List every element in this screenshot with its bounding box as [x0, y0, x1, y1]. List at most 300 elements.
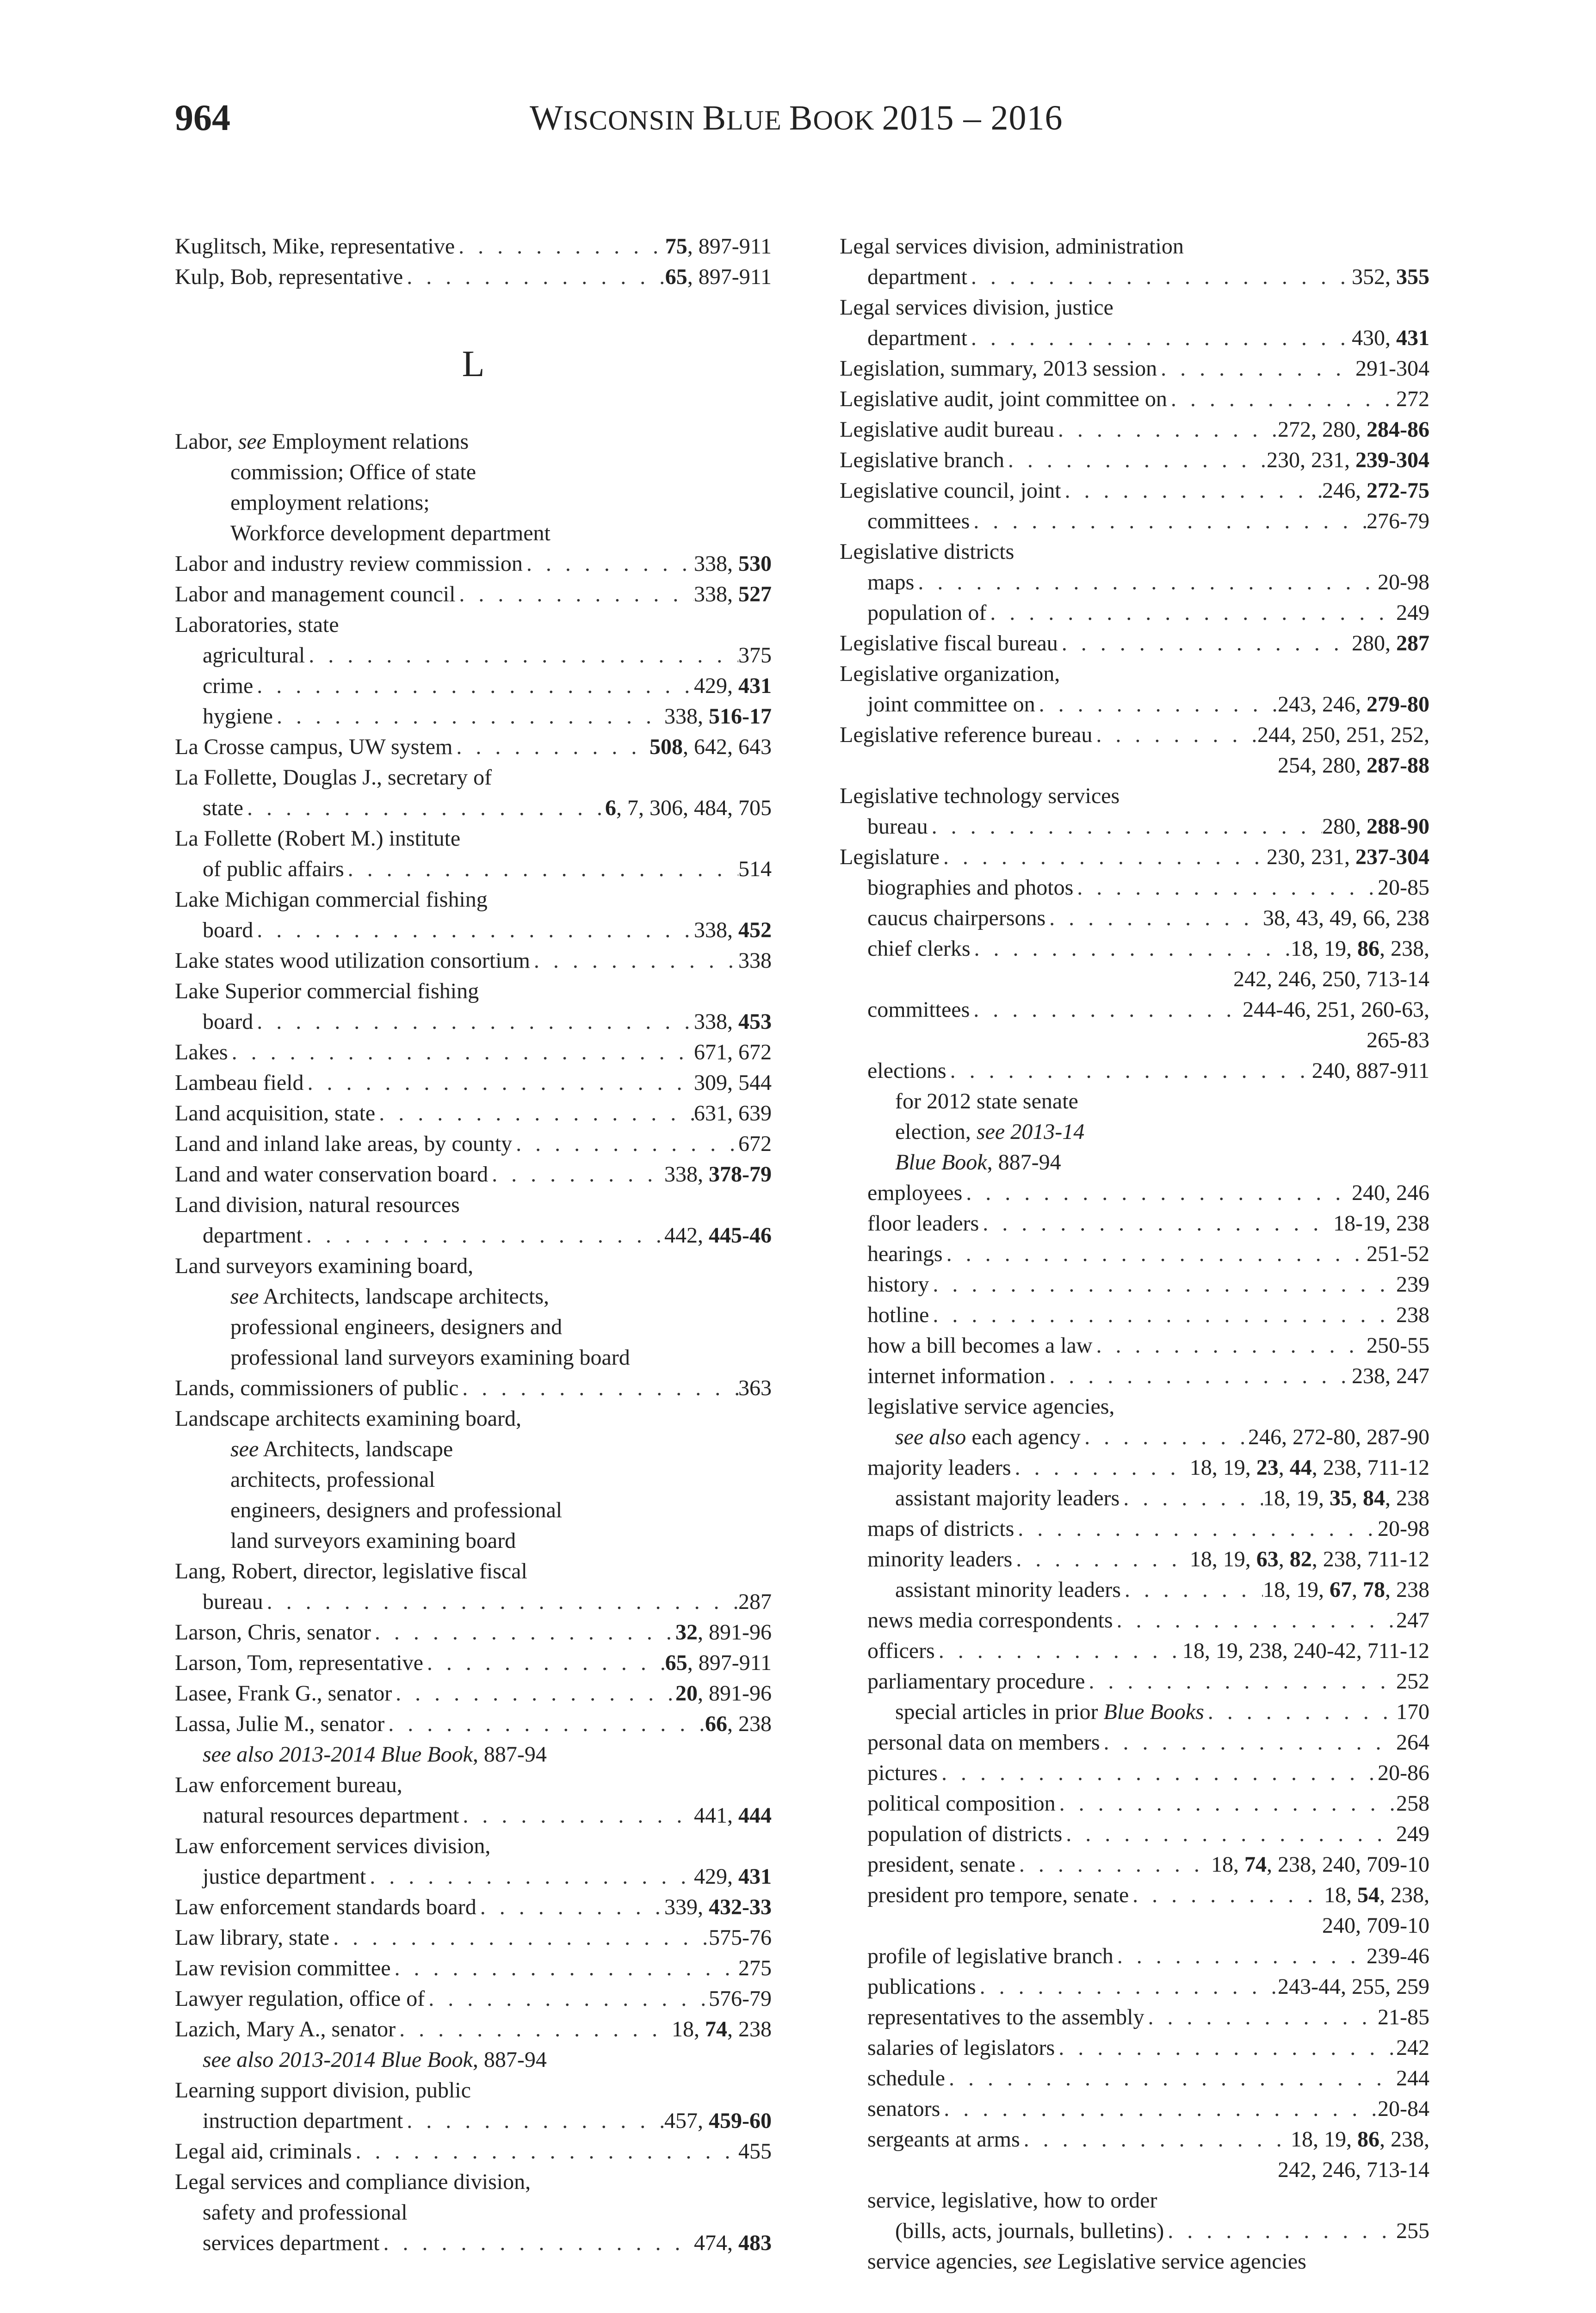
entry-term: [867, 1788, 1056, 1819]
page-ref: 338,: [664, 1162, 709, 1187]
page-ref: 338,: [694, 582, 738, 606]
page-ref: 18, 19,: [1189, 1547, 1256, 1571]
page-ref: 254, 280,: [1278, 753, 1367, 778]
page-refs: [738, 854, 772, 884]
entry-term-text: department: [203, 1223, 303, 1248]
page-ref: 240, 246: [1352, 1181, 1429, 1205]
index-entry: [840, 1941, 1429, 1972]
dot-leader: [352, 2136, 738, 2167]
index-entry: [840, 720, 1429, 750]
page-ref: 514: [738, 857, 772, 881]
entry-term: [175, 2014, 396, 2045]
page-ref: 170: [1396, 1700, 1429, 1724]
entry-term-text: political composition: [867, 1791, 1056, 1816]
dot-leader: [1058, 628, 1352, 659]
index-entry: [175, 1251, 772, 1281]
index-entry: [840, 1208, 1429, 1239]
entry-term-text: elections: [867, 1058, 946, 1083]
entry-term: [867, 1636, 935, 1666]
page-ref: 576-79: [709, 1986, 772, 2011]
index-entry: [175, 2167, 772, 2197]
entry-term-text: committees: [867, 509, 970, 533]
page-refs: [664, 2106, 772, 2136]
entry-term-text: maps: [867, 570, 915, 594]
index-entry: [175, 1984, 772, 2014]
entry-term-text: (bills, acts, journals, bulletins): [895, 2219, 1164, 2243]
entry-term: [867, 567, 914, 598]
page-refs: [738, 1587, 772, 1617]
dot-leader: [1020, 2124, 1291, 2155]
entry-text: Law enforcement bureau,: [175, 1773, 402, 1797]
dot-leader: [967, 262, 1352, 292]
page-refs: [1378, 2094, 1429, 2124]
page-ref: 242, 246, 713-14: [1278, 2158, 1429, 2182]
dot-leader: [1015, 1849, 1211, 1880]
dot-leader: [305, 640, 738, 671]
index-entry: [840, 292, 1429, 323]
dot-leader: [1167, 384, 1396, 414]
entry-text: see also 2013-2014 Blue Book: [203, 2047, 473, 2072]
index-entry: [840, 323, 1429, 353]
entry-term-text: officers: [867, 1639, 935, 1663]
page-ref: 252: [1396, 1669, 1429, 1694]
dot-leader: [329, 1923, 709, 1953]
dot-leader: [1045, 1361, 1352, 1392]
dot-leader: [344, 854, 738, 884]
index-entry: [840, 811, 1429, 842]
entry-text: Landscape architects examining board,: [175, 1406, 522, 1431]
page-refs: [1352, 628, 1429, 659]
index-column-left: [175, 231, 772, 2258]
entry-term-text: crime: [203, 674, 254, 698]
page-ref: 527: [738, 582, 772, 606]
page-ref: 18, 19,: [1189, 1455, 1256, 1480]
page-refs: [694, 579, 772, 610]
page-refs: [1396, 1819, 1429, 1849]
dot-leader: [423, 1648, 665, 1678]
page-refs: [694, 1098, 772, 1129]
index-entry: [840, 506, 1429, 537]
entry-term: [175, 1098, 375, 1129]
page-ref: 272, 280,: [1278, 417, 1367, 442]
page-refs: [1243, 995, 1429, 1025]
page-ref: 287: [738, 1589, 772, 1614]
entry-term: [867, 1849, 1015, 1880]
entry-term: [203, 1800, 459, 1831]
entry-term-text: Lazich, Mary A., senator: [175, 2017, 396, 2041]
index-entry: [175, 2014, 772, 2045]
index-entry: [175, 701, 772, 732]
entry-text: professional land surveyors examining board: [230, 1345, 630, 1370]
dot-leader: [375, 1098, 694, 1129]
entry-term-text: state: [203, 796, 243, 820]
index-entry: [840, 2124, 1429, 2155]
section-letter: L: [462, 344, 485, 384]
entry-term-text: Legislative audit, joint committee on: [840, 387, 1167, 411]
dot-leader: [1113, 1605, 1396, 1636]
dot-leader: [459, 1800, 694, 1831]
index-entry: [175, 2136, 772, 2167]
page-refs: [1190, 1544, 1429, 1575]
dot-leader: [946, 1056, 1312, 1086]
page-refs: [738, 1373, 772, 1404]
page-refs: [1278, 1972, 1429, 2002]
entry-term: [867, 872, 1073, 903]
entry-term-text: Kuglitsch, Mike, representative: [175, 234, 455, 259]
entry-term-text: Law revision committee: [175, 1956, 391, 1980]
entry-term: [867, 1269, 929, 1300]
page-refs: [1367, 1330, 1429, 1361]
page-ref: 280,: [1352, 631, 1396, 656]
page-refs: [694, 671, 772, 701]
index-entry: [175, 1831, 772, 1862]
entry-term-text: Land acquisition, state: [175, 1101, 376, 1126]
index-entry: [840, 1361, 1429, 1392]
index-entry: [175, 884, 772, 915]
entry-term: [867, 2002, 1144, 2033]
page-ref: 246, 272-80, 287-90: [1248, 1425, 1429, 1449]
index-entry: [175, 2045, 772, 2075]
page-refs: [694, 915, 772, 946]
page-ref: 82: [1289, 1547, 1312, 1571]
index-entry: [175, 1617, 772, 1648]
index-entry: [175, 231, 772, 262]
dot-leader: [928, 811, 1322, 842]
entry-term-text: biographies and photos: [867, 875, 1074, 900]
index-entry: [175, 1312, 772, 1342]
page-ref: , 642, 643: [683, 735, 772, 759]
entry-term-text: Lakes: [175, 1040, 228, 1064]
page-ref: 66: [705, 1712, 727, 1736]
entry-term: [840, 384, 1167, 414]
page-refs: [1267, 842, 1429, 872]
entry-term: [867, 689, 1035, 720]
entry-term: [867, 934, 971, 964]
index-entry: [840, 353, 1429, 384]
page-ref: 75: [665, 234, 687, 259]
title-letter: B: [702, 99, 727, 137]
index-entry: [175, 1556, 772, 1587]
index-continuation: [840, 1025, 1429, 1056]
entry-term-text: maps of districts: [867, 1516, 1015, 1541]
page-ref: 483: [738, 2231, 772, 2255]
page-ref: 243, 246,: [1278, 692, 1367, 717]
page-ref: 240, 887-911: [1311, 1058, 1429, 1083]
dot-leader: [512, 1129, 738, 1159]
index-entry: [175, 1739, 772, 1770]
entry-term: [840, 353, 1157, 384]
page-ref: 243-44, 255, 259: [1278, 1974, 1429, 1999]
page-ref: 6: [605, 796, 616, 820]
page-ref: 20-86: [1378, 1761, 1429, 1785]
entry-term-text: joint committee on: [867, 692, 1035, 717]
page-refs: [1352, 262, 1429, 292]
entry-term: [895, 2216, 1164, 2246]
index-entry: [840, 1544, 1429, 1575]
entry-term: [867, 1727, 1100, 1758]
index-entry: [175, 1007, 772, 1037]
page-ref: , 238: [1385, 1577, 1429, 1602]
dot-leader: [1054, 414, 1278, 445]
entry-term-text: Legislative branch: [840, 448, 1004, 472]
index-entry: [840, 476, 1429, 506]
page-refs: [1352, 1178, 1429, 1208]
page-ref: 35: [1330, 1486, 1352, 1510]
page-ref: 250-55: [1367, 1333, 1429, 1358]
entry-term: [867, 1514, 1014, 1544]
entry-term-italic: Blue Books: [1103, 1700, 1204, 1724]
entry-term-text: Legal aid, criminals: [175, 2139, 352, 2164]
dot-leader: [425, 1984, 709, 2014]
entry-term: [867, 903, 1045, 934]
index-entry: [175, 2228, 772, 2258]
index-entry: [175, 1281, 772, 1312]
page-refs: [605, 793, 772, 823]
page-refs: [1322, 476, 1429, 506]
page-ref: 530: [738, 551, 772, 576]
entry-text: Lake Superior commercial fishing: [175, 979, 479, 1003]
entry-term: [175, 1678, 392, 1709]
page-ref: 74: [1244, 1852, 1267, 1877]
page-ref: 508: [650, 735, 683, 759]
page-ref: 20-98: [1378, 570, 1429, 594]
page-ref: 20-84: [1378, 2097, 1429, 2121]
entry-term-text: pictures: [867, 1761, 938, 1785]
page-ref: 18, 19,: [1291, 936, 1357, 961]
index-entry: [840, 1269, 1429, 1300]
page-refs: [1396, 1788, 1429, 1819]
index-entry: [840, 2216, 1429, 2246]
page-refs: [738, 2136, 772, 2167]
page-ref: 279-80: [1367, 692, 1429, 717]
page-ref: 239-46: [1367, 1944, 1429, 1968]
entry-text: Learning support division, public: [175, 2078, 471, 2103]
page-refs: [1190, 1453, 1429, 1483]
page-ref: , 897-911: [687, 1651, 772, 1675]
entry-term: [175, 1373, 458, 1404]
entry-term: [867, 506, 970, 537]
page-refs: [1378, 1758, 1429, 1788]
index-entry: [840, 567, 1429, 598]
entry-term: [895, 1575, 1121, 1605]
page-refs: [1378, 567, 1429, 598]
page-ref: 352,: [1352, 265, 1396, 289]
entry-text: commission; Office of state: [230, 460, 476, 484]
dot-leader: [523, 549, 694, 579]
entry-term-text: Legislation, summary, 2013 session: [840, 356, 1157, 381]
page-refs: [1322, 811, 1429, 842]
dot-leader: [1144, 2002, 1378, 2033]
page-ref: 246,: [1322, 478, 1367, 503]
entry-term: [867, 262, 967, 292]
page-ref: 287: [1396, 631, 1429, 656]
dot-leader: [940, 2094, 1378, 2124]
index-entry: [175, 640, 772, 671]
page-refs: [709, 1923, 772, 1953]
running-title: [530, 95, 1063, 143]
page-ref: ,: [1278, 1455, 1290, 1480]
dot-leader: [1092, 720, 1257, 750]
page-refs: [1396, 384, 1429, 414]
index-entry: [840, 1330, 1429, 1361]
page-ref: 516-17: [709, 704, 772, 729]
entry-term: [175, 1892, 476, 1923]
page-refs: [1278, 689, 1429, 720]
entry-term: [175, 1709, 384, 1739]
page-refs: [705, 1709, 772, 1739]
entry-term-text: president pro tempore, senate: [867, 1883, 1129, 1907]
page-ref: 23: [1256, 1455, 1279, 1480]
dot-leader: [366, 1862, 694, 1892]
dot-leader: [391, 1953, 738, 1984]
page-ref: 265-83: [1367, 1028, 1429, 1052]
entry-term-text: bureau: [203, 1589, 263, 1614]
page-refs: [1396, 1666, 1429, 1697]
page-ref: 288-90: [1367, 814, 1429, 839]
dot-leader: [1121, 1575, 1263, 1605]
entry-term: [867, 2063, 945, 2094]
entry-term-text: of public affairs: [203, 857, 344, 881]
page-ref: 242: [1396, 2035, 1429, 2060]
index-entry: [840, 1880, 1429, 1911]
dot-leader: [243, 793, 605, 823]
page-ref: , 238,: [1379, 2127, 1429, 2152]
index-entry: [175, 610, 772, 640]
page-ref: 284-86: [1367, 417, 1429, 442]
page-ref: 445-46: [709, 1223, 772, 1248]
dot-leader: [940, 842, 1267, 872]
entry-term: [175, 549, 523, 579]
entry-text: Blue Book: [895, 1150, 987, 1175]
page-ref: 264: [1396, 1730, 1429, 1755]
page-refs: [1378, 872, 1429, 903]
entry-term: [203, 1862, 366, 1892]
entry-text: Lake Michigan commercial fishing: [175, 887, 488, 912]
page-ref: 272-75: [1367, 478, 1429, 503]
page-refs: [694, 1007, 772, 1037]
dot-leader: [1011, 1453, 1190, 1483]
page-ref: 309, 544: [694, 1070, 772, 1095]
index-continuation: [840, 1911, 1429, 1941]
entry-text: service agencies,: [867, 2249, 1024, 2274]
entry-term-text: minority leaders: [867, 1547, 1013, 1571]
page-ref: 244-46, 251, 260-63,: [1243, 997, 1429, 1022]
entry-term-text: committees: [867, 997, 970, 1022]
entry-text: Legal services division, administration: [840, 234, 1184, 259]
dot-leader: [986, 598, 1396, 628]
index-entry: [840, 1727, 1429, 1758]
page-refs: [694, 1862, 772, 1892]
entry-term-italic: see also: [895, 1425, 966, 1449]
page-ref: 444: [738, 1803, 772, 1828]
entry-term: [175, 1037, 228, 1068]
page-refs: [1333, 1208, 1429, 1239]
page-ref: 38, 43, 49, 66, 238: [1263, 906, 1429, 930]
page-ref: , 238, 711-12: [1311, 1455, 1429, 1480]
index-entry: [840, 1117, 1429, 1147]
page-ref: 429,: [694, 1864, 738, 1889]
page-ref: 247: [1396, 1608, 1429, 1633]
index-continuation: [840, 964, 1429, 995]
page-ref: 237-304: [1355, 845, 1429, 869]
entry-term-text: Legislative reference bureau: [840, 723, 1093, 747]
page-ref: 455: [738, 2139, 772, 2164]
entry-term: [203, 793, 243, 823]
index-entry: [840, 1514, 1429, 1544]
index-entry: [175, 549, 772, 579]
page-refs: [738, 1953, 772, 1984]
index-entry: [175, 762, 772, 793]
index-entry: [840, 659, 1429, 689]
entry-term-text: president, senate: [867, 1852, 1015, 1877]
dot-leader: [1129, 1880, 1324, 1911]
dot-leader: [1045, 903, 1263, 934]
index-entry: [175, 1770, 772, 1800]
entry-term: [867, 1666, 1085, 1697]
entry-term: [175, 1648, 423, 1678]
entry-term: [175, 732, 452, 762]
dot-leader: [1100, 1727, 1397, 1758]
index-entry: [175, 2197, 772, 2228]
page-refs: [1278, 414, 1429, 445]
page-ref: 432-33: [709, 1895, 772, 1919]
entry-term: [840, 842, 940, 872]
entry-text: La Follette, Douglas J., secretary of: [175, 765, 492, 790]
dot-leader: [263, 1587, 738, 1617]
page-refs: [1396, 1300, 1429, 1330]
index-entry: [840, 2063, 1429, 2094]
page-ref: 291-304: [1355, 356, 1429, 381]
entry-term-text: population of: [867, 600, 987, 625]
dot-leader: [530, 946, 738, 976]
entry-text: Architects, landscape architects,: [259, 1284, 550, 1309]
index-entry: [840, 445, 1429, 476]
entry-text: engineers, designers and professional: [230, 1498, 563, 1522]
dot-leader: [1113, 1941, 1367, 1972]
index-entry: [175, 1159, 772, 1190]
page-ref: 244, 250, 251, 252,: [1257, 723, 1429, 747]
page-ref: 18, 19, 238, 240-42, 711-12: [1182, 1639, 1429, 1663]
entry-text: Land division, natural resources: [175, 1193, 460, 1217]
entry-term-text: Larson, Tom, representative: [175, 1651, 423, 1675]
index-entry: [840, 537, 1429, 567]
index-entry: [840, 1697, 1429, 1727]
dot-leader: [455, 579, 694, 610]
index-entry: [840, 872, 1429, 903]
entry-term-text: representatives to the assembly: [867, 2005, 1144, 2029]
page-ref: , 891-96: [698, 1620, 772, 1645]
title-years: 2015 – 2016: [882, 99, 1063, 137]
entry-term-text: personal data on members: [867, 1730, 1100, 1755]
entry-text: Architects, landscape: [259, 1437, 453, 1461]
entry-term: [867, 598, 986, 628]
page-ref: 338,: [664, 704, 709, 729]
index-entry: [175, 1129, 772, 1159]
page-ref: 86: [1357, 2127, 1379, 2152]
page-ref: ,: [1352, 1577, 1363, 1602]
page-ref: 86: [1357, 936, 1379, 961]
page-ref: 18,: [1324, 1883, 1357, 1907]
index-entry: [175, 915, 772, 946]
entry-term: [895, 1697, 1204, 1727]
dot-leader: [403, 2106, 664, 2136]
page-refs: [694, 1068, 772, 1098]
page-refs: [1396, 1269, 1429, 1300]
dot-leader: [1157, 353, 1355, 384]
page-ref: 442,: [664, 1223, 709, 1248]
dot-leader: [970, 506, 1367, 537]
index-entry: [175, 1648, 772, 1678]
